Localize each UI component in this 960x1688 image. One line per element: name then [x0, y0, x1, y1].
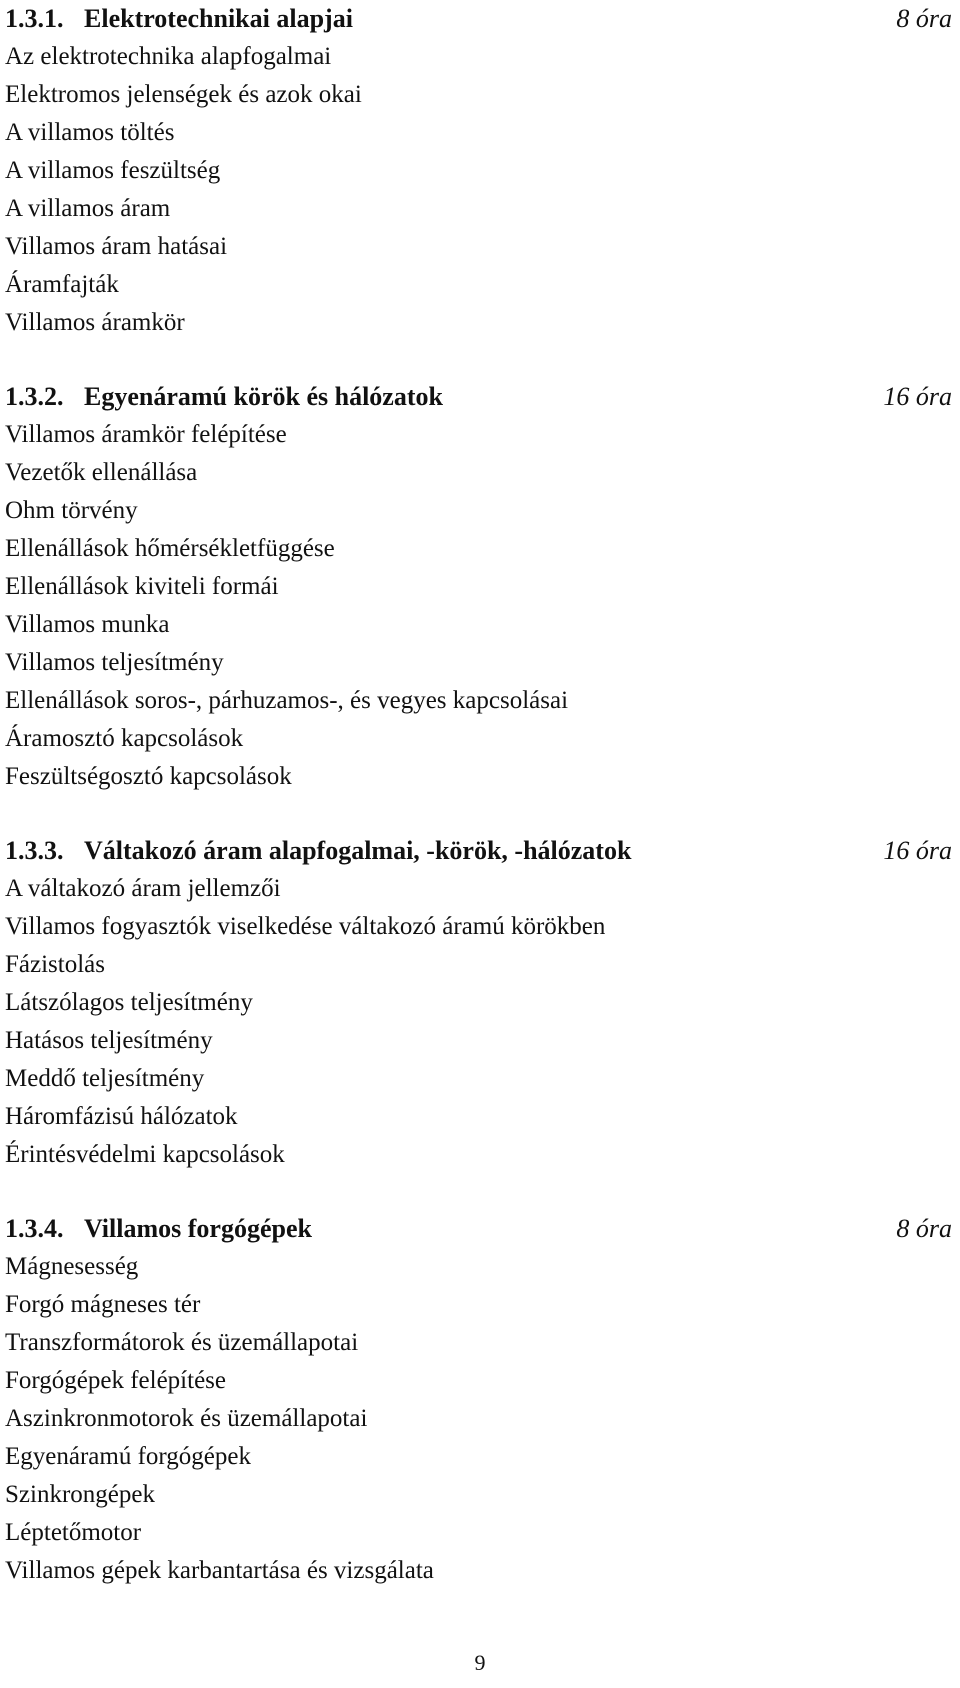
section-hours: 8 óra: [896, 1214, 952, 1243]
topic-item: Feszültségosztó kapcsolások: [5, 763, 292, 790]
topic-item: Vezetők ellenállása: [5, 459, 198, 486]
section-heading: [5, 832, 955, 870]
topic-item: Szinkrongépek: [5, 1481, 155, 1508]
section-1-3-1: [5, 0, 955, 342]
section-spacer: [5, 1174, 955, 1210]
topic-item: Forgógépek felépítése: [5, 1367, 226, 1394]
section-1-3-2: [5, 378, 955, 796]
topic-item: Villamos gépek karbantartása és vizsgálata: [5, 1557, 434, 1584]
topic-item: Villamos teljesítmény: [5, 649, 224, 676]
topic-item: Villamos áram hatásai: [5, 233, 228, 260]
topic-item: Transzformátorok és üzemállapotai: [5, 1329, 359, 1356]
section-title: Váltakozó áram alapfogalmai, -körök, -hálózatok: [84, 836, 632, 865]
topic-item: Mágnesesség: [5, 1253, 139, 1280]
section-hours: 16 óra: [883, 382, 952, 411]
topic-item: Ellenállások hőmérsékletfüggése: [5, 535, 335, 562]
topic-item: Az elektrotechnika alapfogalmai: [5, 43, 332, 70]
topic-item: Ellenállások kiviteli formái: [5, 573, 279, 600]
topic-item: Ellenállások soros-, párhuzamos-, és vegyes kapcsolásai: [5, 687, 569, 714]
topic-item: A villamos töltés: [5, 119, 175, 146]
topic-item: Fázistolás: [5, 951, 105, 978]
topic-item: Léptetőmotor: [5, 1519, 142, 1546]
topic-item: Meddő teljesítmény: [5, 1065, 205, 1092]
section-number: 1.3.4.: [5, 1214, 64, 1243]
topic-item: Ohm törvény: [5, 497, 138, 524]
section-1-3-4: [5, 1210, 955, 1590]
section-number: 1.3.3.: [5, 836, 64, 865]
section-heading: [5, 1210, 955, 1248]
topic-item: Forgó mágneses tér: [5, 1291, 201, 1318]
topic-item: Áramosztó kapcsolások: [5, 725, 244, 752]
section-title: Egyenáramú körök és hálózatok: [84, 382, 443, 411]
section-number: 1.3.1.: [5, 4, 64, 33]
section-spacer: [5, 796, 955, 832]
section-hours: 16 óra: [883, 836, 952, 865]
topic-item: Villamos munka: [5, 611, 170, 638]
topic-item: Hatásos teljesítmény: [5, 1027, 213, 1054]
page-number: 9: [474, 1650, 486, 1675]
document-page: [5, 0, 955, 1688]
topic-item: Villamos áramkör: [5, 309, 185, 336]
section-number: 1.3.2.: [5, 382, 64, 411]
section-heading: [5, 378, 955, 416]
topic-item: Villamos áramkör felépítése: [5, 421, 287, 448]
section-hours: 8 óra: [896, 4, 952, 33]
section-title: Elektrotechnikai alapjai: [84, 4, 353, 33]
section-spacer: [5, 342, 955, 378]
section-1-3-3: [5, 832, 955, 1174]
topic-item: A villamos feszültség: [5, 157, 221, 184]
section-heading: [5, 0, 955, 38]
topic-item: Érintésvédelmi kapcsolások: [5, 1141, 285, 1168]
section-title: Villamos forgógépek: [84, 1214, 312, 1243]
topic-item: A váltakozó áram jellemzői: [5, 875, 281, 902]
topic-item: Háromfázisú hálózatok: [5, 1103, 238, 1130]
topic-item: Egyenáramú forgógépek: [5, 1443, 251, 1470]
topic-item: A villamos áram: [5, 195, 171, 222]
topic-item: Áramfajták: [5, 271, 119, 298]
topic-item: Aszinkronmotorok és üzemállapotai: [5, 1405, 368, 1432]
topic-item: Villamos fogyasztók viselkedése váltakozó áramú körökben: [5, 913, 606, 940]
topic-item: Elektromos jelenségek és azok okai: [5, 81, 362, 108]
topic-item: Látszólagos teljesítmény: [5, 989, 253, 1016]
